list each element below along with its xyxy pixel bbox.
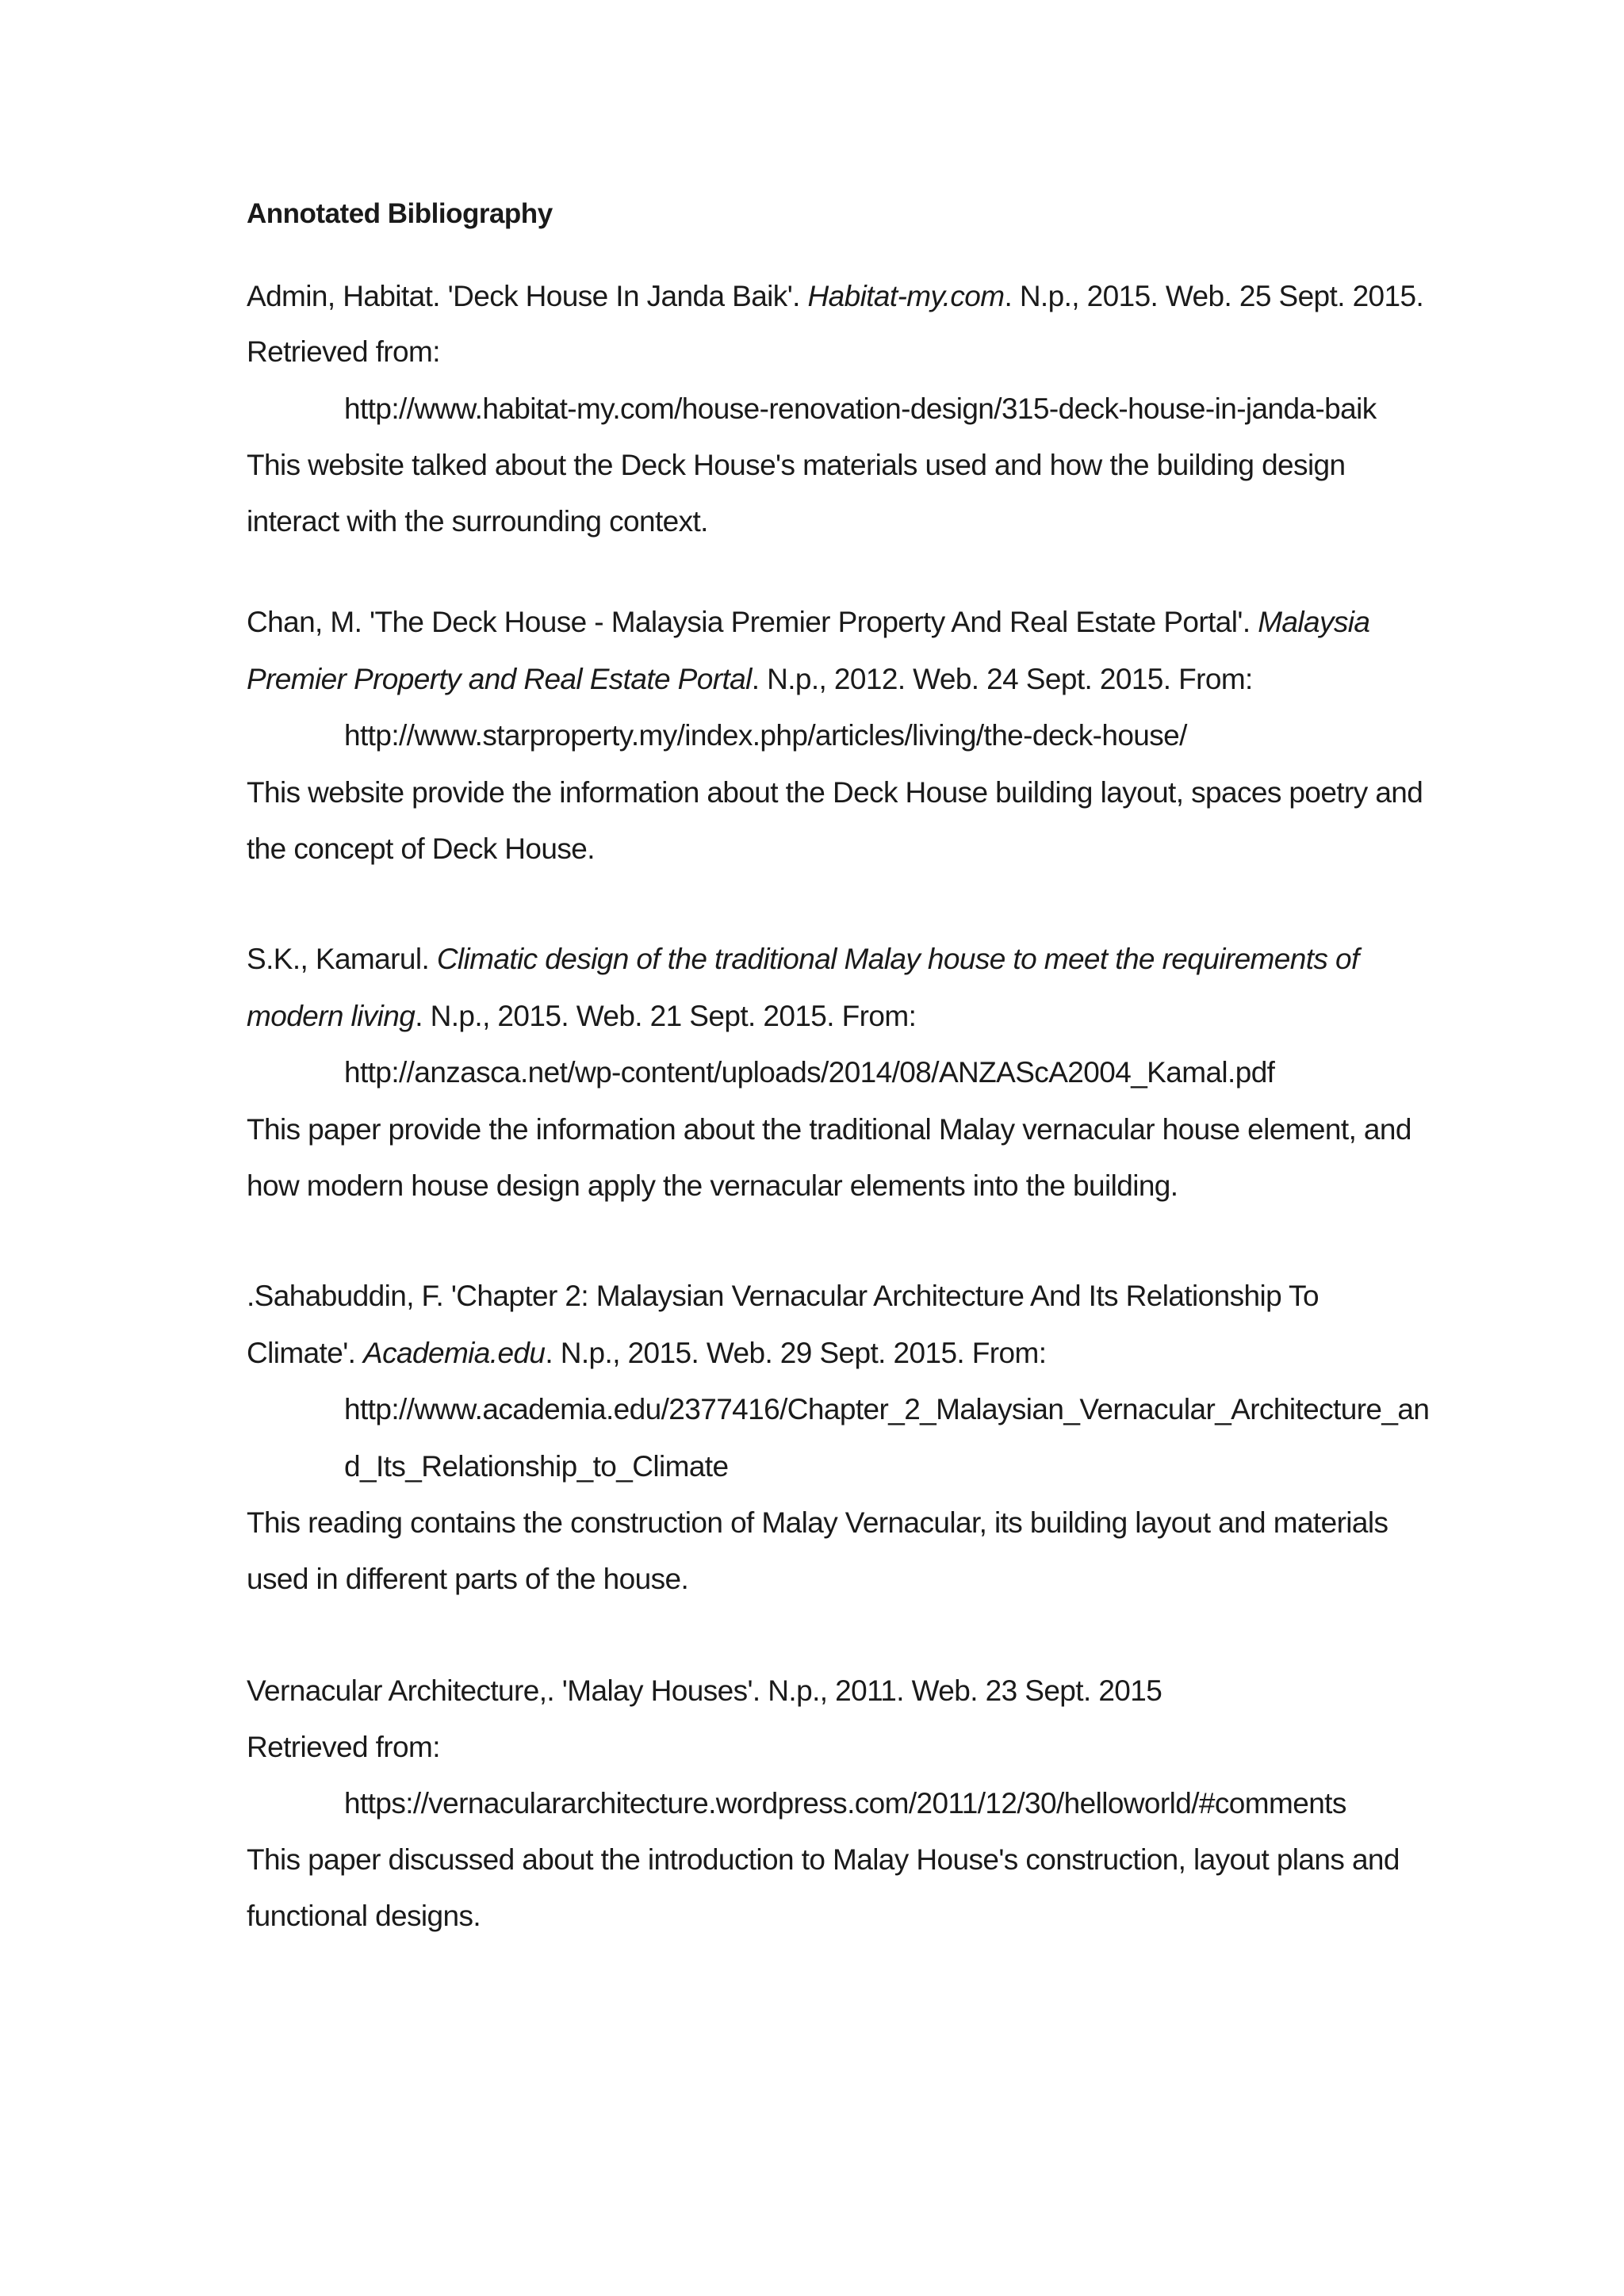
annotation-line: This paper discussed about the introduction to Malay House's construction, layout plans and [247,1843,1400,1876]
citation-italic-text: modern living [247,1000,416,1032]
annotation-line: This reading contains the construction of Malay Vernacular, its building layout and materials [247,1506,1388,1539]
citation-line [247,279,1423,314]
citation-italic-text: Academia.edu [363,1337,546,1369]
annotation-line: how modern house design apply the vernacular elements into the building. [247,1169,1178,1202]
citation-line: Vernacular Architecture,. 'Malay Houses'. N.p., 2011. Web. 23 Sept. 2015 [247,1674,1162,1707]
citation-line [247,1336,1046,1371]
page-title: Annotated Bibliography [247,198,553,229]
citation-line: Retrieved from: [247,335,440,368]
annotation-line: functional designs. [247,1900,481,1932]
citation-url: http://www.starproperty.my/index.php/articles/living/the-deck-house/ [344,719,1187,752]
annotation-line: This paper provide the information about the traditional Malay vernacular house element, and [247,1113,1411,1146]
citation-text: Climate'. [247,1337,364,1369]
citation-url: http://www.habitat-my.com/house-renovation-design/315-deck-house-in-janda-baik [344,392,1377,425]
annotation-line: interact with the surrounding context. [247,505,708,538]
citation-italic-text: Habitat-my.com [807,280,1005,312]
citation-line [247,605,1369,640]
citation-text: . N.p., 2012. Web. 24 Sept. 2015. From: [751,663,1253,695]
citation-line: Retrieved from: [247,1731,440,1763]
citation-text: Chan, M. 'The Deck House - Malaysia Premier Property And Real Estate Portal'. [247,606,1258,638]
citation-text: . N.p., 2015. Web. 21 Sept. 2015. From: [415,1000,917,1032]
citation-italic-text: Premier Property and Real Estate Portal [247,663,752,695]
annotation-line: used in different parts of the house. [247,1563,689,1595]
citation-url: http://anzasca.net/wp-content/uploads/2014/08/ANZAScA2004_Kamal.pdf [344,1056,1275,1089]
annotation-line: This website talked about the Deck House's materials used and how the building design [247,449,1346,481]
citation-line [247,999,916,1034]
citation-url: https://vernaculararchitecture.wordpress.com/2011/12/30/helloworld/#comments [344,1787,1346,1820]
citation-line [247,942,1359,977]
citation-italic-text: Malaysia [1258,606,1370,638]
annotation-line: the concept of Deck House. [247,832,595,865]
citation-text: S.K., Kamarul. [247,943,437,975]
citation-url: http://www.academia.edu/2377416/Chapter_2_Malaysian_Vernacular_Architecture_an [344,1393,1430,1425]
citation-text: Admin, Habitat. 'Deck House In Janda Baik'. [247,280,808,312]
annotation-line: This website provide the information about the Deck House building layout, spaces poetry and [247,776,1423,809]
citation-line: .Sahabuddin, F. 'Chapter 2: Malaysian Vernacular Architecture And Its Relationship To [247,1280,1319,1312]
citation-line [247,662,1253,697]
citation-italic-text: Climatic design of the traditional Malay house to meet the requirements of [436,943,1359,975]
citation-text: . N.p., 2015. Web. 25 Sept. 2015. [1004,280,1424,312]
citation-url: d_Its_Relationship_to_Climate [344,1450,729,1483]
citation-text: . N.p., 2015. Web. 29 Sept. 2015. From: [545,1337,1047,1369]
